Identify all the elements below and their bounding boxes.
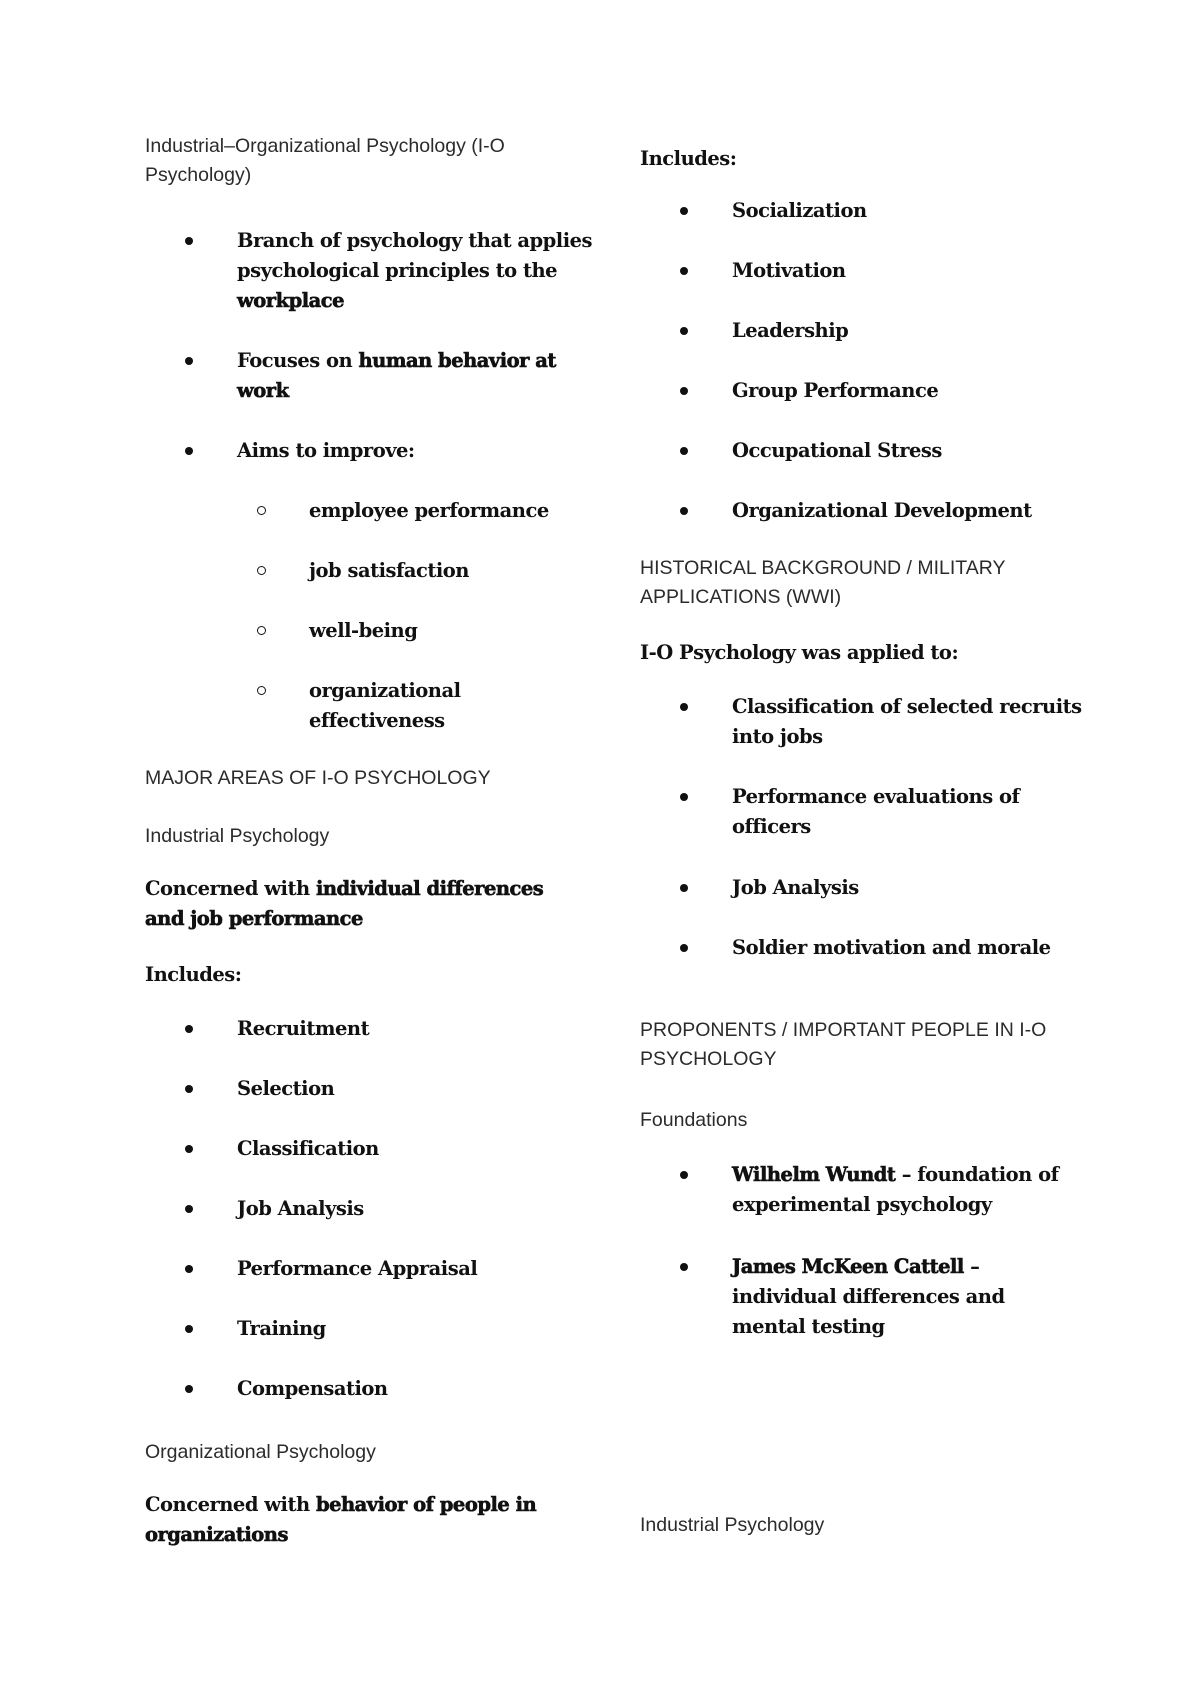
- list-item: Training: [185, 1314, 597, 1344]
- document-title: Industrial–Organizational Psychology (I-O Psychology): [145, 135, 505, 186]
- sub-list-item: well-being: [257, 616, 609, 646]
- section-heading: MAJOR AREAS OF I-O PSYCHOLOGY: [145, 767, 491, 789]
- list-item: Leadership: [680, 316, 1092, 346]
- bullet-icon: [680, 267, 688, 275]
- bullet-icon: [680, 793, 688, 801]
- list-item: Organizational Development: [680, 496, 1092, 526]
- bullet-icon: [185, 1325, 193, 1333]
- hollow-bullet-icon: [257, 686, 266, 695]
- includes-label: Includes:: [640, 147, 737, 170]
- bullet-icon: [680, 884, 688, 892]
- bullet-icon: [680, 447, 688, 455]
- org-concern: Concerned with behavior of people in organizations: [145, 1493, 537, 1546]
- list-item: Aims to improve:: [185, 436, 597, 466]
- hollow-bullet-icon: [257, 506, 266, 515]
- bullet-icon: [185, 1085, 193, 1093]
- person-item: James McKeen Cattell – individual differences and mental testing: [680, 1252, 1032, 1342]
- bullet-icon: [680, 1171, 688, 1179]
- list-item: Occupational Stress: [680, 436, 1092, 466]
- list-item: Performance evaluations of officers: [680, 782, 1092, 842]
- section-heading: HISTORICAL BACKGROUND / MILITARY APPLICATIONS (WWI): [640, 557, 1006, 608]
- subsection-heading: Industrial Psychology: [145, 825, 330, 847]
- sub-list-item: employee performance: [257, 496, 609, 526]
- bullet-icon: [680, 207, 688, 215]
- list-item: Group Performance: [680, 376, 1092, 406]
- list-item: Branch of psychology that applies psychological principles to the workplace: [185, 226, 597, 316]
- list-item: Compensation: [185, 1374, 597, 1404]
- bullet-icon: [185, 1145, 193, 1153]
- list-item: Job Analysis: [185, 1194, 597, 1224]
- list-item: Performance Appraisal: [185, 1254, 597, 1284]
- subsection-heading: Foundations: [640, 1109, 748, 1131]
- hollow-bullet-icon: [257, 626, 266, 635]
- section-heading: PROPONENTS / IMPORTANT PEOPLE IN I-O PSYCHOLOGY: [640, 1019, 1047, 1070]
- bullet-icon: [185, 237, 193, 245]
- applied-label: I-O Psychology was applied to:: [640, 641, 959, 664]
- list-item: Soldier motivation and morale: [680, 933, 1092, 963]
- list-item: Classification: [185, 1134, 597, 1164]
- list-item: Socialization: [680, 196, 1092, 226]
- list-item: Focuses on human behavior at work: [185, 346, 597, 406]
- bullet-icon: [185, 1025, 193, 1033]
- bullet-icon: [185, 447, 193, 455]
- industrial-concern: Concerned with individual differences and job performance: [145, 877, 544, 930]
- list-item: Classification of selected recruits into jobs: [680, 692, 1092, 752]
- list-item: Motivation: [680, 256, 1092, 286]
- list-item: Job Analysis: [680, 873, 1092, 903]
- bullet-icon: [680, 327, 688, 335]
- sub-list-item: job satisfaction: [257, 556, 609, 586]
- bullet-icon: [680, 507, 688, 515]
- hollow-bullet-icon: [257, 566, 266, 575]
- bullet-icon: [185, 357, 193, 365]
- bullet-icon: [185, 1265, 193, 1273]
- bullet-icon: [185, 1385, 193, 1393]
- subsection-heading: Industrial Psychology: [640, 1514, 825, 1536]
- bullet-icon: [680, 387, 688, 395]
- bullet-icon: [680, 944, 688, 952]
- list-item: Recruitment: [185, 1014, 597, 1044]
- bullet-icon: [680, 703, 688, 711]
- sub-list-item: organizational effectiveness: [257, 676, 529, 736]
- includes-label: Includes:: [145, 963, 242, 986]
- bullet-icon: [185, 1205, 193, 1213]
- person-item: Wilhelm Wundt – foundation of experimental psychology: [680, 1160, 1092, 1220]
- subsection-heading: Organizational Psychology: [145, 1441, 376, 1463]
- bullet-icon: [680, 1263, 688, 1271]
- list-item: Selection: [185, 1074, 597, 1104]
